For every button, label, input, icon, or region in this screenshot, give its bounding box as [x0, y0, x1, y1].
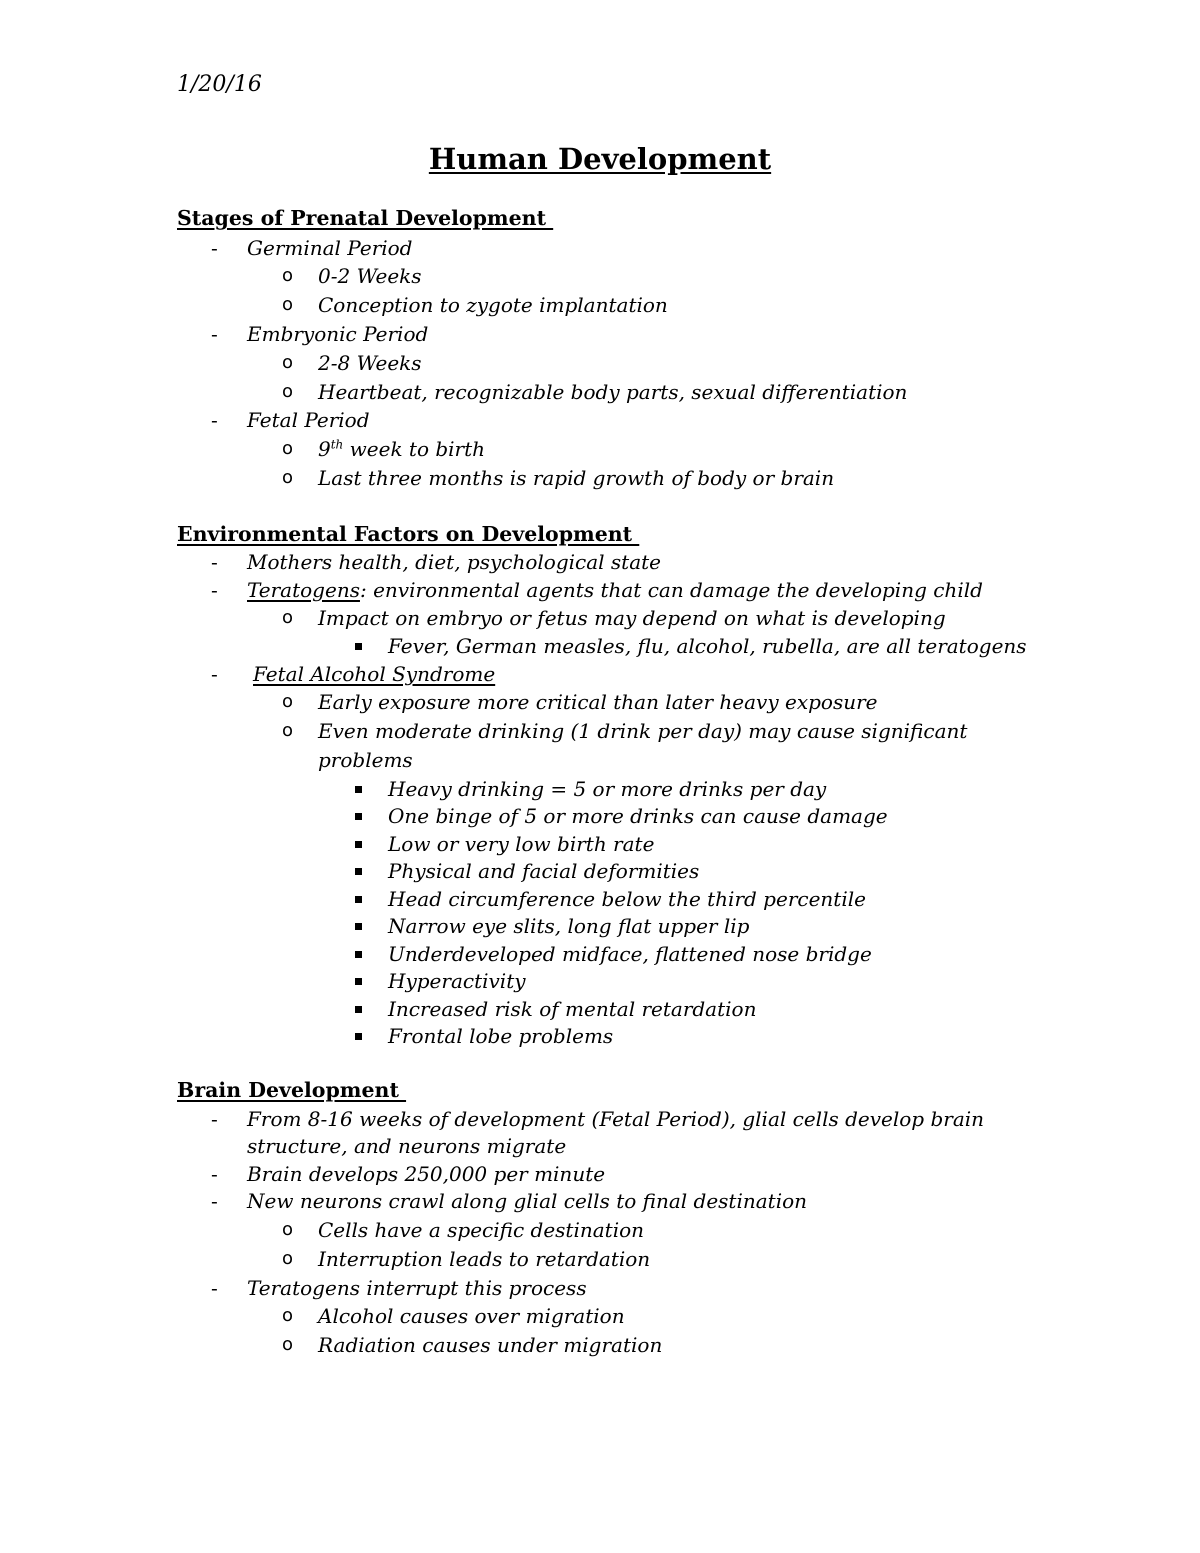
circle-bullet: o: [282, 720, 294, 741]
list-item: Even moderate drinking (1 drink per day) may cause significant: [318, 719, 968, 743]
list-item: Fetal Alcohol Syndrome: [253, 662, 496, 686]
list-item: Underdeveloped midface, flattened nose bridge: [388, 942, 872, 966]
dash-bullet: -: [211, 550, 218, 574]
list-item: Brain develops 250,000 per minute: [247, 1162, 606, 1186]
list-item: Fever, German measles, flu, alcohol, rubella, are all teratogens: [388, 634, 1027, 658]
circle-bullet: o: [282, 294, 294, 315]
square-bullet: [355, 896, 362, 903]
dash-bullet: -: [211, 322, 218, 346]
square-bullet: [355, 1006, 362, 1013]
teratogens-term: Teratogens: [247, 578, 360, 602]
list-item: Teratogens interrupt this process: [247, 1276, 587, 1300]
list-item: 0-2 Weeks: [318, 264, 422, 288]
week-number: 9: [318, 437, 331, 461]
list-item: From 8-16 weeks of development (Fetal Period), glial cells develop brain: [247, 1107, 985, 1131]
list-item: 2-8 Weeks: [318, 351, 422, 375]
list-item: Impact on embryo or fetus may depend on what is developing: [318, 606, 946, 630]
circle-bullet: o: [282, 1334, 294, 1355]
teratogens-definition: : environmental agents that can damage the developing child: [359, 578, 983, 602]
square-bullet: [355, 868, 362, 875]
list-item: Mothers health, diet, psychological state: [247, 550, 662, 574]
list-item: One binge of 5 or more drinks can cause damage: [388, 804, 888, 828]
circle-bullet: o: [282, 1219, 294, 1240]
page-title: Human Development: [428, 142, 772, 176]
week-text: week to birth: [343, 437, 486, 461]
list-item: Embryonic Period: [247, 322, 429, 346]
dash-bullet: -: [211, 1107, 218, 1131]
dash-bullet: -: [211, 662, 218, 686]
circle-bullet: o: [282, 1248, 294, 1269]
circle-bullet: o: [282, 607, 294, 628]
list-item: Heavy drinking = 5 or more drinks per day: [388, 777, 827, 801]
dash-bullet: -: [211, 1189, 218, 1213]
square-bullet: [355, 1033, 362, 1040]
list-item: Radiation causes under migration: [318, 1333, 663, 1357]
list-item: Conception to zygote implantation: [318, 293, 668, 317]
list-item-continuation: structure, and neurons migrate: [247, 1134, 567, 1158]
ordinal-suffix: th: [330, 437, 344, 452]
date: 1/20/16: [177, 72, 262, 97]
list-item: Frontal lobe problems: [388, 1024, 614, 1048]
list-item: Last three months is rapid growth of body or brain: [318, 466, 835, 490]
square-bullet: [355, 923, 362, 930]
list-item: Physical and facial deformities: [388, 859, 700, 883]
list-item: Head circumference below the third percentile: [388, 887, 866, 911]
square-bullet: [355, 643, 362, 650]
dash-bullet: -: [211, 236, 218, 260]
circle-bullet: o: [282, 352, 294, 373]
list-item: Hyperactivity: [388, 969, 526, 993]
square-bullet: [355, 841, 362, 848]
list-item: Early exposure more critical than later heavy exposure: [318, 690, 878, 714]
dash-bullet: -: [211, 1276, 218, 1300]
square-bullet: [355, 978, 362, 985]
list-item: Alcohol causes over migration: [318, 1304, 625, 1328]
dash-bullet: -: [211, 408, 218, 432]
list-item: Fetal Period: [247, 408, 370, 432]
dash-bullet: -: [211, 1162, 218, 1186]
list-item: Increased risk of mental retardation: [388, 997, 757, 1021]
list-item: New neurons crawl along glial cells to final destination: [247, 1189, 808, 1213]
list-item: Cells have a specific destination: [318, 1218, 645, 1242]
section-heading-environmental: Environmental Factors on Development: [177, 522, 640, 546]
list-item-continuation: problems: [318, 748, 413, 772]
circle-bullet: o: [282, 1305, 294, 1326]
section-heading-prenatal: Stages of Prenatal Development: [177, 206, 554, 230]
list-item: Narrow eye slits, long flat upper lip: [388, 914, 750, 938]
list-item: Heartbeat, recognizable body parts, sexual differentiation: [318, 380, 908, 404]
section-heading-brain: Brain Development: [177, 1078, 407, 1102]
list-item: Interruption leads to retardation: [318, 1247, 651, 1271]
list-item: [318, 437, 485, 461]
circle-bullet: o: [282, 691, 294, 712]
list-item: Low or very low birth rate: [388, 832, 655, 856]
list-item: Germinal Period: [247, 236, 413, 260]
square-bullet: [355, 951, 362, 958]
list-item: [247, 578, 983, 602]
square-bullet: [355, 786, 362, 793]
circle-bullet: o: [282, 381, 294, 402]
square-bullet: [355, 813, 362, 820]
circle-bullet: o: [282, 467, 294, 488]
circle-bullet: o: [282, 265, 294, 286]
circle-bullet: o: [282, 438, 294, 459]
dash-bullet: -: [211, 578, 218, 602]
